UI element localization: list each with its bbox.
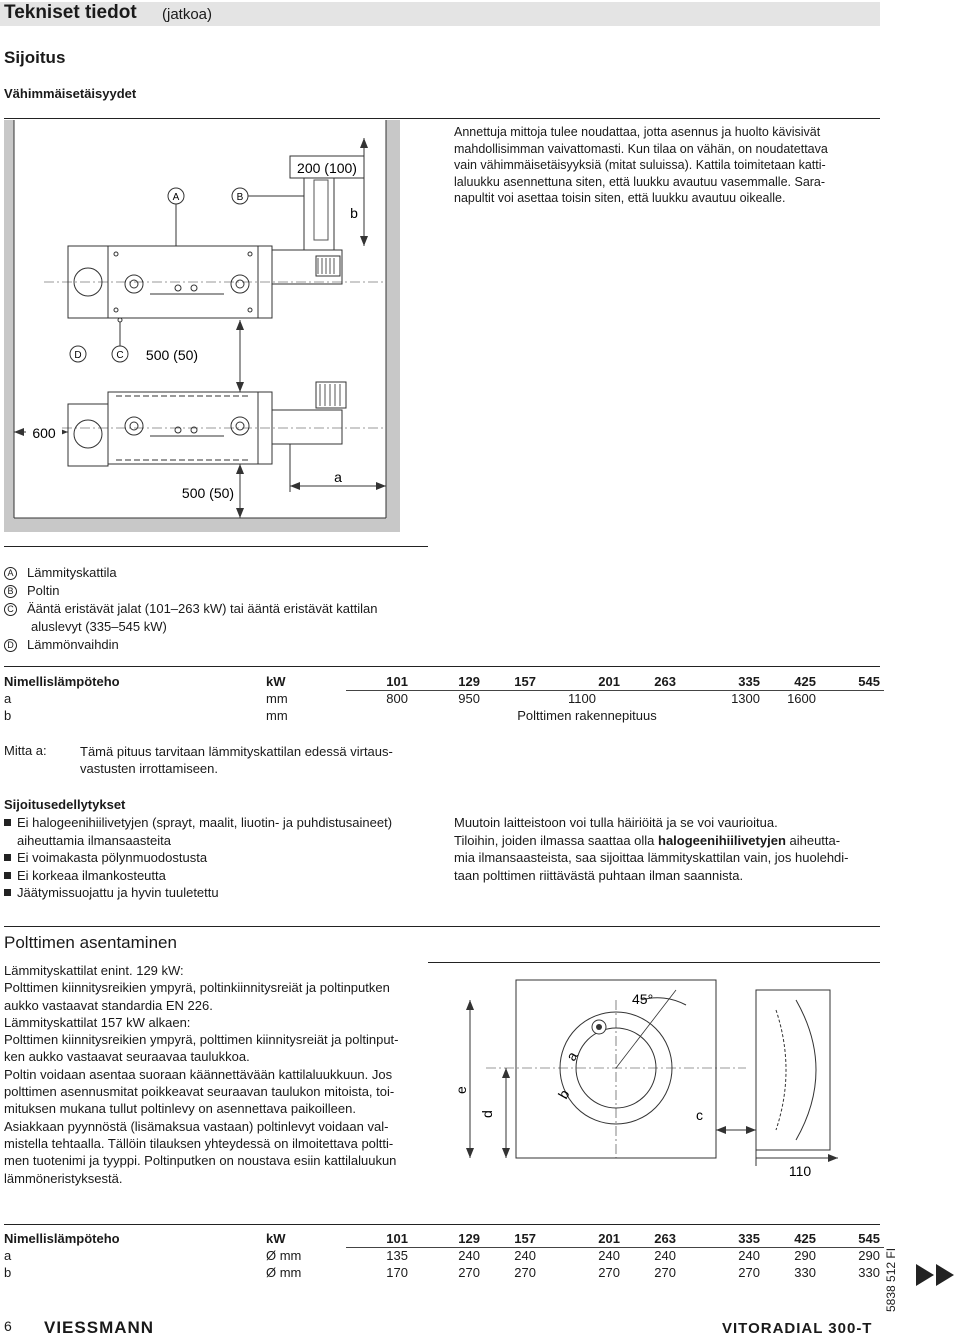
- burner-lower: [272, 382, 346, 444]
- burner-dimensions-table: [0, 1230, 884, 1281]
- table-cell: 290: [794, 1248, 816, 1264]
- table-header: 101: [346, 1230, 412, 1247]
- boiler-lower: [68, 392, 272, 466]
- table-row: [0, 1247, 884, 1264]
- list-item-text: Ei korkeaa ilmankosteutta: [17, 867, 166, 883]
- product-name: VITORADIAL 300-T: [722, 1320, 873, 1337]
- label-b-circle: B: [236, 192, 244, 203]
- legend-key: A: [4, 567, 17, 580]
- burner-line: ken aukko vastaavat seuraavaa taulukkoa.: [4, 1049, 250, 1065]
- note-span: aiheutta-: [785, 832, 841, 848]
- dim-bottom: 500 (50): [181, 485, 235, 501]
- legend-text: Lämmityskattila: [27, 565, 117, 580]
- legend-key: C: [4, 603, 17, 616]
- conditions-title: Sijoitusedellytykset: [4, 797, 126, 812]
- list-item-text: Jäätymissuojattu ja hyvin tuuletettu: [17, 885, 219, 900]
- legend-item: [4, 583, 60, 600]
- intro-line: mahdollisimman vaivattomasti. Kun tilaa on vähän, on noudatettava: [454, 141, 828, 156]
- table-cell: 135: [386, 1248, 408, 1264]
- burner-line: Lämmityskattilat enint. 129 kW:: [4, 963, 184, 978]
- intro-paragraph: [454, 124, 884, 207]
- table-header: 157: [484, 673, 540, 690]
- table-header: 425: [764, 1230, 820, 1247]
- burner-line: men tuotenimi ja tyyppi. Poltinputken on noustava esiin kattilaluukun: [4, 1153, 397, 1169]
- list-item-text: Ei voimakasta pölynmuodostusta: [17, 850, 208, 865]
- table-cell: a: [4, 691, 12, 706]
- bullet-icon: [4, 889, 11, 896]
- table-row: [0, 690, 884, 707]
- table-cell: mm: [266, 691, 288, 706]
- table-header: 101: [346, 673, 412, 690]
- burner-line: Poltin voidaan asentaa suoraan käännettävään kattilaluukkuun. Jos: [4, 1066, 393, 1082]
- doc-code: 5838 512 FI: [884, 1247, 898, 1312]
- legend-item: [31, 619, 167, 636]
- burner-line: Polttimen kiinnitysreikien ympyrä, polttimen kiinnitysreiät ja poltinput-: [4, 1032, 399, 1048]
- table-header: kW: [266, 1231, 286, 1246]
- burner-line: mistella tehtaalla. Tällöin tilauksen yhteydessä on ilmoitettava poltti-: [4, 1135, 394, 1151]
- divider: [4, 926, 880, 927]
- divider: [4, 1224, 880, 1225]
- table-cell: 290: [858, 1248, 880, 1264]
- table-header: 335: [680, 1230, 764, 1247]
- page-title: Tekniset tiedot: [4, 2, 137, 23]
- continue-arrow-icon: [914, 1262, 958, 1288]
- bullet-icon: [4, 854, 11, 861]
- note-line: Tämä pituus tarvitaan lämmityskattilan edessä virtaus-: [80, 744, 393, 759]
- legend-text: Lämmönvaihdin: [27, 637, 119, 652]
- clearance-diagram: [4, 120, 404, 532]
- legend-item: [4, 601, 377, 618]
- list-item: [4, 814, 392, 832]
- legend-key: B: [4, 585, 17, 598]
- label-b: b: [554, 1086, 573, 1102]
- table-header: 157: [484, 1230, 540, 1247]
- table-header-row: [0, 1230, 884, 1247]
- table-header: kW: [266, 674, 286, 689]
- page-number: 6: [4, 1318, 12, 1334]
- list-item: [4, 849, 392, 867]
- table-cell: mm: [266, 708, 288, 723]
- table-cell: 330: [858, 1265, 880, 1280]
- wall-right: [386, 120, 400, 532]
- intro-line: napultit voi asettaa toisin siten, että luukku avautuu oikealle.: [454, 191, 786, 205]
- dim-left: 600: [32, 425, 56, 441]
- intro-line: vain vähimmäisetäisyyksiä (mitat suluissa). Kattila toimitetaan katti-: [454, 158, 826, 172]
- table-header: 129: [412, 1230, 484, 1247]
- table-cell: 950: [458, 691, 480, 707]
- list-item-text: Ei halogeenihiilivetyjen (sprayt, maalit, liuotin- ja puhdistusaineet): [17, 815, 393, 830]
- divider: [4, 118, 880, 119]
- table-cell: Ø mm: [266, 1265, 302, 1280]
- table-header-row: [0, 673, 884, 690]
- table-cell: Polttimen rakennepituus: [517, 708, 657, 723]
- note-span-bold: halogeenihiilivetyjen: [658, 832, 786, 848]
- label-d: d: [479, 1110, 495, 1118]
- table-header: 263: [624, 1230, 680, 1247]
- table-cell: 270: [654, 1265, 676, 1280]
- dim-b: b: [350, 205, 358, 221]
- page-header: [0, 2, 880, 26]
- table-cell: 240: [598, 1248, 620, 1264]
- subsection-title: Vähimmäisetäisyydet: [4, 86, 137, 101]
- legend-text: Poltin: [27, 583, 60, 598]
- table-header: 545: [820, 673, 884, 690]
- label-e: e: [453, 1086, 469, 1094]
- divider: [4, 546, 428, 547]
- list-item: [4, 867, 392, 885]
- divider: [428, 962, 880, 963]
- table-cell: 270: [458, 1265, 480, 1280]
- table-cell: 270: [598, 1265, 620, 1280]
- table-header: 129: [412, 673, 484, 690]
- page-title-suffix: (jatkoa): [162, 6, 213, 23]
- table-cell: 240: [514, 1248, 536, 1264]
- label-d-circle: D: [74, 350, 82, 361]
- burner-paragraph: [4, 962, 399, 1187]
- list-item-text: aiheuttamia ilmansaasteita: [17, 832, 171, 848]
- table-cell: 800: [386, 691, 408, 707]
- table-cell: 270: [738, 1265, 760, 1280]
- burner-title: Polttimen asentaminen: [4, 933, 177, 952]
- burner-line: mituksen mukana tullut poltinlevy on asennettava paikoilleen.: [4, 1101, 356, 1117]
- dim-110: 110: [788, 1163, 812, 1179]
- table-cell: 1300: [731, 691, 760, 707]
- table-cell: 240: [654, 1248, 676, 1264]
- table-cell: a: [4, 1248, 12, 1263]
- intro-line: Annettuja mittoja tulee noudattaa, jotta asennus ja huolto kävisivät: [454, 125, 821, 139]
- table-header: 263: [624, 673, 680, 690]
- burner-line: aukko vastaavat standardia EN 226.: [4, 997, 213, 1013]
- boiler-side: [756, 990, 830, 1150]
- table-cell: 240: [458, 1248, 480, 1264]
- conditions-list: [4, 814, 392, 902]
- dim-top: 200 (100): [297, 160, 357, 176]
- table-header: 201: [540, 1230, 624, 1247]
- table-cell: 330: [794, 1265, 816, 1280]
- legend-key: D: [4, 639, 17, 652]
- label-a: a: [562, 1048, 581, 1064]
- table-header: 545: [820, 1230, 884, 1247]
- intro-line: laluukku asennettuna siten, että luukku avautuu vasemmalle. Sara-: [454, 174, 826, 189]
- burner-line: polttimen asennusmitat poikkeavat seuraavan taulukon mitoista, toi-: [4, 1084, 395, 1100]
- note-line: [454, 832, 849, 850]
- note-line: vastusten irrottamiseen.: [80, 761, 219, 776]
- wall-bottom: [4, 518, 400, 532]
- burner-line: Asiakkaan pyynnöstä (lisämaksua vastaan) poltinlevyt voidaan val-: [4, 1118, 389, 1134]
- bullet-icon: [4, 819, 11, 826]
- conditions-note: [454, 814, 849, 884]
- burner-line: Polttimen kiinnitysreikien ympyrä, poltinkiinnitysreiät ja poltinputken: [4, 980, 390, 996]
- label-a-circle: A: [172, 192, 180, 203]
- clearance-table: [0, 673, 884, 724]
- table-row: [0, 1264, 884, 1281]
- table-cell: 270: [514, 1265, 536, 1280]
- legend-text: aluslevyt (335–545 kW): [31, 619, 167, 634]
- burner-upper: [272, 168, 342, 284]
- label-c-circle: C: [116, 350, 124, 361]
- note-label: Mitta a:: [4, 743, 47, 758]
- table-cell: 170: [386, 1265, 408, 1280]
- burner-line: Lämmityskattilat 157 kW alkaen:: [4, 1014, 191, 1030]
- legend-text: Ääntä eristävät jalat (101–263 kW) tai ääntä eristävät kattilan: [27, 601, 378, 616]
- table-cell: b: [4, 1265, 12, 1280]
- table-row: [0, 707, 884, 724]
- burner-flange-diagram: [453, 970, 866, 1192]
- bullet-icon: [4, 872, 11, 879]
- table-cell: b: [4, 708, 12, 723]
- table-header: 201: [540, 673, 624, 690]
- note-text: [80, 743, 393, 777]
- burner-line: lämmöneristyksestä.: [4, 1170, 123, 1186]
- note-line: Muutoin laitteistoon voi tulla häiriöitä ja se voi vaurioitua.: [454, 815, 778, 830]
- divider: [4, 666, 880, 667]
- angle-label: 45°: [632, 991, 654, 1007]
- label-c: c: [696, 1107, 703, 1123]
- list-item: [4, 884, 392, 902]
- note-line: mia ilmansaasteista, saa sijoittaa lämmityskattilan vain, jos huolehdi-: [454, 850, 849, 865]
- table-header: Nimellislämpöteho: [4, 1231, 120, 1246]
- table-cell: 240: [738, 1248, 760, 1264]
- legend-item: [4, 637, 119, 654]
- section-title: Sijoitus: [4, 48, 66, 67]
- dim-mid: 500 (50): [145, 347, 199, 363]
- table-cell: 1100: [568, 691, 596, 707]
- table-cell: Ø mm: [266, 1248, 302, 1263]
- table-header: Nimellislämpöteho: [4, 674, 120, 689]
- table-header: 425: [764, 673, 820, 690]
- table-header: 335: [680, 673, 764, 690]
- legend-item: [4, 565, 117, 582]
- note-line: taan polttimen riittävästä puhtaan ilman saannista.: [454, 867, 744, 883]
- brand-logo: VIESSMANN: [44, 1318, 155, 1337]
- wall-left: [4, 120, 14, 532]
- table-cell: 1600: [787, 691, 816, 707]
- note-span: Tiloihin, joiden ilmassa saattaa olla: [454, 832, 659, 848]
- dim-a: a: [334, 469, 342, 485]
